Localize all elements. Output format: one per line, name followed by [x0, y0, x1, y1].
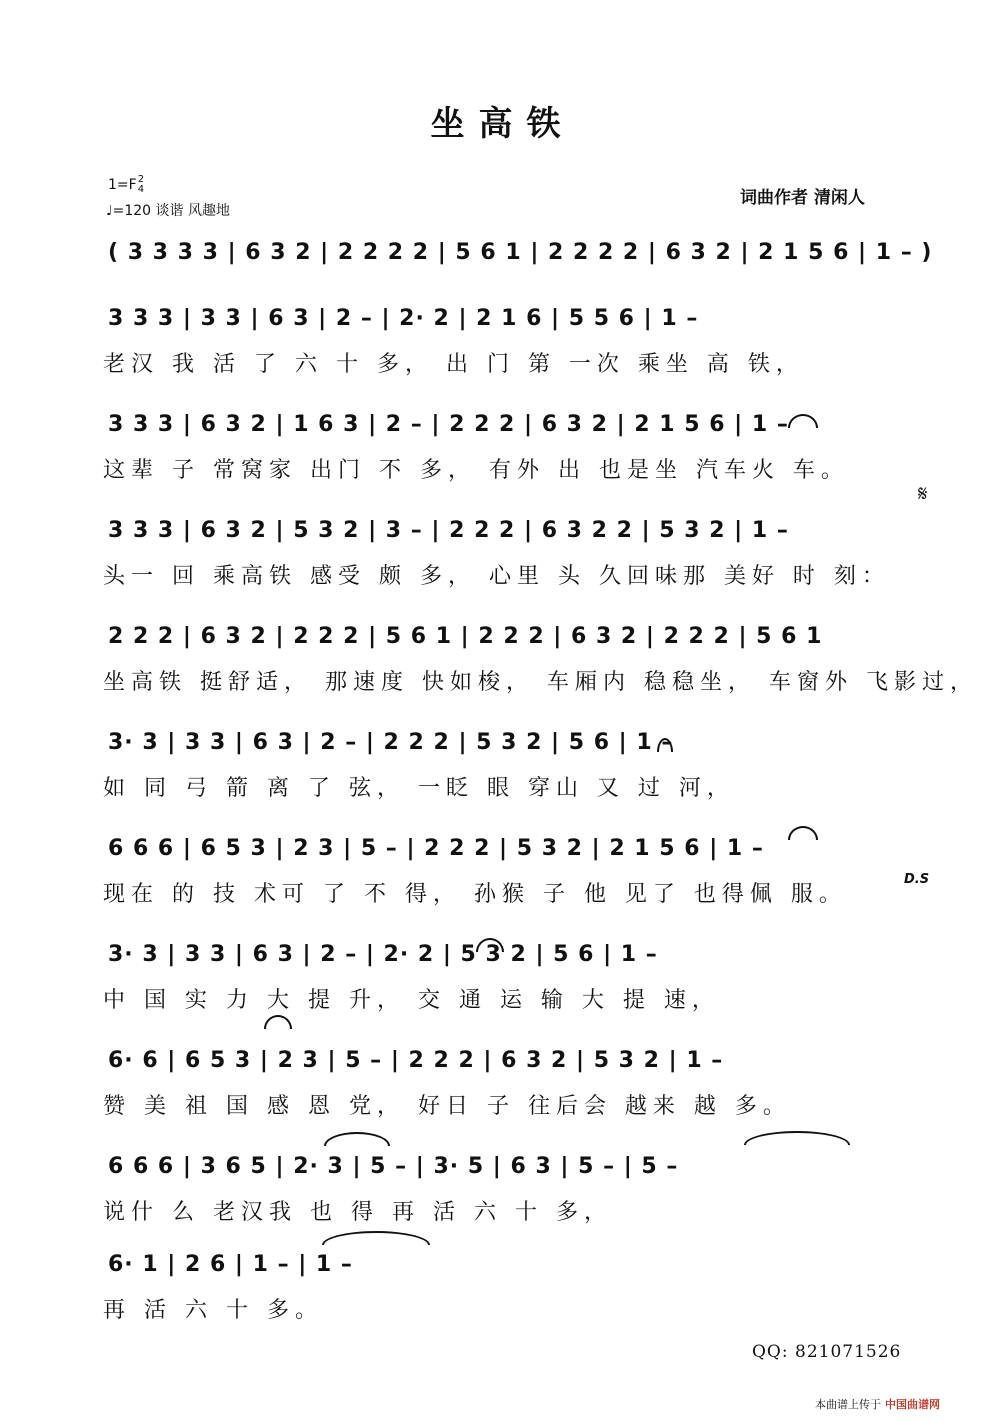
notes-line: 3· 3 | 3 3 | 6 3 | 2 – | 2 2 2 | 5 3 2 | 5 6 | 1 –: [108, 730, 674, 755]
lyrics-line: 坐高铁 挺舒适， 那速度 快如梭， 车厢内 稳稳坐， 车窗外 飞影过，: [103, 670, 978, 695]
notes-line: 3· 3 | 3 3 | 6 3 | 2 – | 2· 2 | 5 3 2 | 5 6 | 1 –: [108, 942, 658, 967]
lyrics-line: 中 国 实 力 大 提 升， 交 通 运 输 大 提 速，: [103, 988, 720, 1013]
notation-row: [86, 408, 946, 448]
notes-line: 6· 6 | 6 5 3 | 2 3 | 5 – | 2 2 2 | 6 3 2 | 5 3 2 | 1 –: [108, 1048, 724, 1073]
tie-arc: [322, 1231, 430, 1245]
tie-arc: [324, 1132, 390, 1146]
lyrics-line: 再 活 六 十 多。: [103, 1298, 323, 1323]
lyrics-row: [103, 1293, 943, 1323]
lyrics-line: 老汉 我 活 了 六 十 多， 出 门 第 一次 乘坐 高 铁，: [103, 352, 804, 377]
notes-line: 3 3 3 | 6 3 2 | 5 3 2 | 3 – | 2 2 2 | 6 3 2 2 | 5 3 2 | 1 –: [108, 518, 789, 543]
footer-text: 本曲谱上传于: [815, 1398, 881, 1411]
tie-arc: [788, 826, 818, 840]
notation-row: [86, 236, 946, 276]
notes-line: 6 6 6 | 3 6 5 | 2· 3 | 5 – | 3· 5 | 6 3 | 5 – | 5 –: [108, 1154, 679, 1179]
footer-brand: 中国曲谱网: [885, 1398, 940, 1411]
notes-line: 6 6 6 | 6 5 3 | 2 3 | 5 – | 2 2 2 | 5 3 2 | 2 1 5 6 | 1 –: [108, 836, 764, 861]
lyrics-row: [103, 665, 978, 695]
lyrics-line: 这辈 子 常窝家 出门 不 多， 有外 出 也是坐 汽车火 车。: [103, 458, 849, 483]
lyrics-row: [103, 347, 943, 377]
tempo-marking: ♩=120 谈谐 风趣地: [106, 203, 230, 219]
notation-row: [86, 302, 946, 342]
lyrics-line: 说什 么 老汉我 也 得 再 活 六 十 多，: [103, 1200, 612, 1225]
ds-mark: D.S: [904, 872, 930, 887]
segno-sign: 𝄋: [918, 482, 928, 507]
lyrics-line: 头一 回 乘高铁 感受 颇 多， 心里 头 久回味那 美好 时 刻：: [103, 564, 890, 589]
tie-arc: [744, 1131, 850, 1145]
lyrics-row: [103, 453, 943, 483]
qq-contact: QQ: 821071526: [752, 1342, 902, 1362]
time-bottom: 4: [137, 184, 145, 195]
lyrics-line: 赞 美 祖 国 感 恩 党， 好日 子 往后会 越来 越 多。: [103, 1094, 791, 1119]
tie-arc: [264, 1015, 292, 1029]
lyrics-line: 如 同 弓 箭 离 了 弦， 一眨 眼 穿山 又 过 河，: [103, 776, 735, 801]
notes-line: 6· 1 | 2 6 | 1 – | 1 –: [108, 1252, 353, 1277]
key-signature: [108, 175, 144, 195]
lyrics-row: [103, 983, 943, 1013]
upload-footer: [815, 1396, 940, 1412]
lyrics-row: [103, 771, 943, 801]
time-signature: [138, 175, 144, 195]
lyrics-row: [103, 559, 943, 589]
notes-line: ( 3 3 3 3 | 6 3 2 | 2 2 2 2 | 5 6 1 | 2 2 2 2 | 6 3 2 | 2 1 5 6 | 1 – ): [108, 240, 933, 265]
notation-row: [86, 1150, 946, 1190]
notation-row: [86, 514, 946, 554]
author-credit: 词曲作者 清闲人: [740, 188, 865, 208]
lyrics-row: [103, 1089, 943, 1119]
notation-row: [86, 1248, 946, 1288]
notes-line: 3 3 3 | 3 3 | 6 3 | 2 – | 2· 2 | 2 1 6 | 5 5 6 | 1 –: [108, 306, 699, 331]
notation-row: [86, 1044, 946, 1084]
notation-row: [86, 938, 946, 978]
lyrics-row: [103, 1195, 943, 1225]
notes-line: 3 3 3 | 6 3 2 | 1 6 3 | 2 – | 2 2 2 | 6 3 2 | 2 1 5 6 | 1 –: [108, 412, 789, 437]
notes-line: 2 2 2 | 6 3 2 | 2 2 2 | 5 6 1 | 2 2 2 | 6 3 2 | 2 2 2 | 5 6 1: [108, 624, 823, 649]
page-title: 坐高铁: [430, 104, 575, 144]
lyrics-row: [103, 877, 943, 907]
notation-row: [86, 726, 946, 766]
time-top: 2: [137, 174, 145, 185]
notation-row: [86, 620, 946, 660]
lyrics-line: 现在 的 技 术可 了 不 得， 孙猴 子 他 见了 也得佩 服。: [103, 882, 847, 907]
key-label: 1=F: [108, 177, 137, 193]
